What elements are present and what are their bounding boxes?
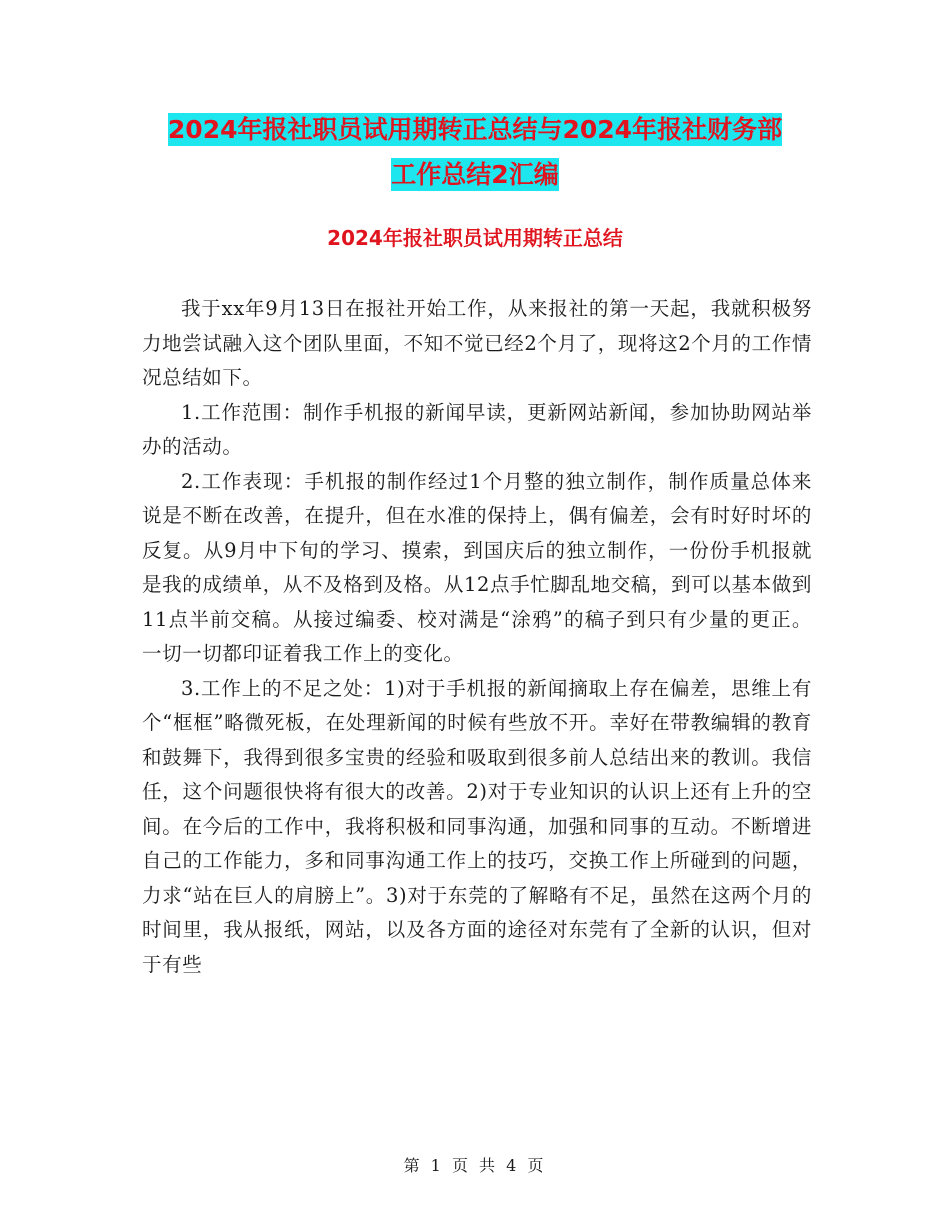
document-title-line-2 [0,153,950,197]
title-highlight-2: 工作总结2汇编 [391,160,559,189]
document-title-line-1 [0,108,950,152]
paragraph-scope: 1.工作范围：制作手机报的新闻早读，更新网站新闻，参加协助网站举办的活动。 [142,400,812,458]
document-body [142,292,812,982]
paragraph-performance: 2.工作表现：手机报的制作经过1个月整的独立制作，制作质量总体来说是不断在改善，在提升，但在水准的保持上，偶有偏差，会有时好时坏的反复。从9月中下旬的学习、摸索，到国庆后的独立制作，一份份手机报就是我的成绩单，从不及格到及格。从12点手忙脚乱地交稿，到可以基本做到11点半前交稿。从接过编委、校对满是“涂鸦”的稿子到只有少量的更正。一切一切都印证着我工作上的变化。 [142,469,812,665]
paragraph-intro: 我于xx年9月13日在报社开始工作，从来报社的第一天起，我就积极努力地尝试融入这个团队里面，不知不觉已经2个月了，现将这2个月的工作情况总结如下。 [142,297,812,389]
page-footer: 第 1 页 共 4 页 [403,1156,547,1175]
section-title: 2024年报社职员试用期转正总结 [327,226,623,250]
paragraph-shortcomings: 3.工作上的不足之处：1)对于手机报的新闻摘取上存在偏差，思维上有个“框框”略微死板，在处理新闻的时候有些放不开。幸好在带教编辑的教育和鼓舞下，我得到很多宝贵的经验和吸取到很多前人总结出来的教训。我信任，这个问题很快将有很大的改善。2)对于专业知识的认识上还有上升的空间。在今后的工作中，我将积极和同事沟通，加强和同事的互动。不断增进自己的工作能力，多和同事沟通工作上的技巧，交换工作上所碰到的问题，力求“站在巨人的肩膀上”。3)对于东莞的了解略有不足，虽然在这两个月的时间里，我从报纸，网站，以及各方面的途径对东莞有了全新的认识，但对于有些 [142,676,812,976]
title-highlight-1: 2024年报社职员试用期转正总结与2024年报社财务部 [167,115,783,144]
